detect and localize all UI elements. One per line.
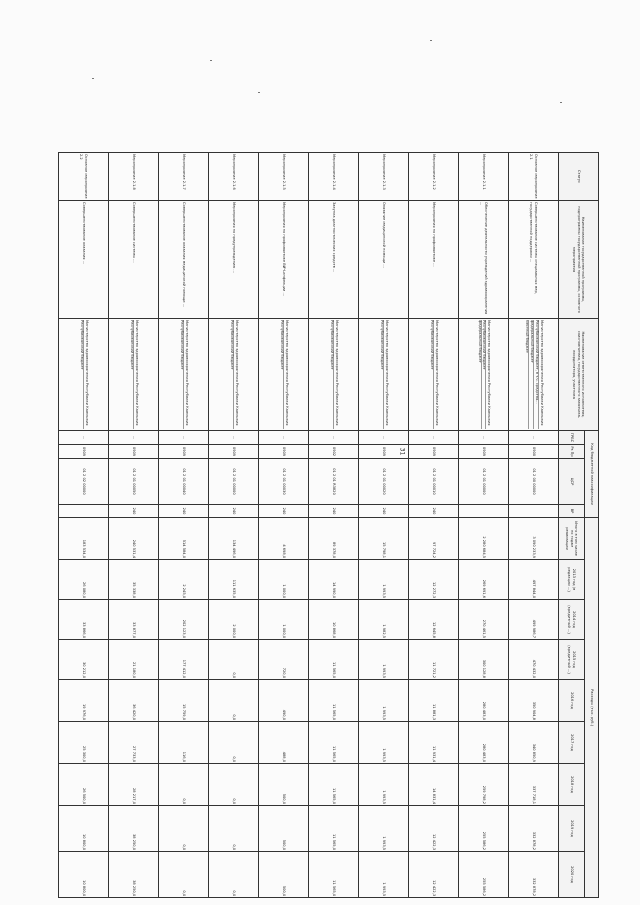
row-csr: 01 2 00 00000: [509, 459, 559, 505]
responsible-line: Министерство здравоохранения Республики Калмыкия: [333, 320, 338, 429]
row-name: Закупка диагностических средств ...: [309, 201, 359, 319]
scan-speck: [430, 40, 432, 41]
row-value: 10 800,0: [59, 852, 109, 898]
responsible-line: Республиканский бюджет: [330, 320, 334, 370]
header-year: 2014 год (кредитный ...): [559, 600, 585, 640]
row-vr: 240: [209, 505, 259, 518]
row-value: 470 432,0: [509, 640, 559, 680]
row-value: 497 844,0: [509, 560, 559, 600]
responsible-line: Министерство здравоохранения Республики Калмыкия: [183, 320, 188, 429]
row-rzpr: 0909: [159, 445, 209, 459]
table-row: [209, 153, 259, 898]
row-value: 1 993,5: [359, 764, 409, 806]
row-value: 300 128,8: [459, 640, 509, 680]
header-csr: ЦСР: [559, 459, 585, 505]
row-vr: 240: [409, 505, 459, 518]
header-grbs: ГРБС: [559, 431, 585, 445]
row-value: 12 422,3: [409, 852, 459, 898]
row-vr: 240: [109, 505, 159, 518]
row-value: 10 868,0: [309, 600, 359, 640]
row-vr: 240: [359, 505, 409, 518]
row-rzpr: 0909: [359, 445, 409, 459]
responsible-line: Министерство здравоохранения Республики Калмыкия: [133, 320, 138, 429]
row-value: 116,0: [159, 722, 209, 764]
responsible-line: Республиканский бюджет, в т.ч. средства...: [533, 320, 538, 429]
row-value: 14 990,0: [309, 560, 359, 600]
row-rzpr: 0909: [409, 445, 459, 459]
row-value: 10 800,0: [59, 806, 109, 852]
row-responsible: [459, 319, 509, 431]
row-responsible: [409, 319, 459, 431]
responsible-line: Министерство здравоохранения Республики Калмыкия: [83, 320, 88, 429]
row-name: Совершенствование системы специальных мер, государственной поддержки ...: [509, 201, 559, 319]
row-responsible: [59, 319, 109, 431]
responsible-line: Республиканский бюджет: [481, 320, 486, 429]
header-year: 2017 год: [559, 722, 585, 764]
row-value: 111 635,0: [209, 560, 259, 600]
budget-table: [58, 152, 599, 898]
row-value: 11 565,0: [309, 722, 359, 764]
row-value: 12 272,3: [409, 560, 459, 600]
row-value: 332 878,2: [509, 806, 559, 852]
row-csr: 01 2 01 00020: [359, 459, 409, 505]
row-name: Мероприятия по профилактике ВИЧ-инфекции ...: [259, 201, 309, 319]
row-value: 183 534,0: [59, 518, 109, 560]
row-value: 89 378,0: [309, 518, 359, 560]
row-responsible: [359, 319, 409, 431]
row-name: Мероприятия по предупреждению ...: [209, 201, 259, 319]
row-value: 38 250,0: [109, 852, 159, 898]
responsible-line: Министерство здравоохранения Республики Калмыкия: [433, 320, 438, 429]
row-value: 11 565,0: [309, 680, 359, 722]
responsible-line: Республиканский бюджет: [380, 320, 384, 370]
row-csr: 01 2 02 00000: [59, 459, 109, 505]
row-name: Совершенствование оказания медицинской помощи ...: [159, 201, 209, 319]
header-rzpr: Рз Пр: [559, 445, 585, 459]
row-value: 720,0: [259, 640, 309, 680]
row-value: 490,0: [259, 680, 309, 722]
row-value: 25 300,0: [59, 722, 109, 764]
row-name: Мероприятия по профилактике ...: [409, 201, 459, 319]
row-value: 1 993,5: [359, 640, 409, 680]
row-status: Основное мероприятие 2.1: [509, 153, 559, 201]
rotated-table-wrapper: [59, 152, 599, 897]
header-year: Итого в том числе по годам реализации: [559, 518, 585, 560]
row-csr: 01 2 01 00010: [409, 459, 459, 505]
responsible-line: Министерство здравоохранения Республики Калмыкия: [383, 320, 388, 429]
row-responsible: [509, 319, 559, 431]
responsible-line: Республиканский бюджет: [430, 320, 434, 370]
responsible-line: Республиканский бюджет: [180, 320, 184, 370]
row-value: 488,0: [259, 722, 309, 764]
row-value: 11 931,4: [409, 722, 459, 764]
scan-speck: [92, 78, 94, 79]
row-value: 14 831,4: [409, 764, 459, 806]
row-grbs: ...: [359, 431, 409, 445]
row-value: 1 993,5: [359, 560, 409, 600]
responsible-line: федеральный бюджет: [528, 320, 533, 429]
row-value: 12 422,3: [409, 806, 459, 852]
row-vr: [459, 505, 509, 518]
row-grbs: ...: [459, 431, 509, 445]
responsible-line: Республиканский бюджет: [230, 320, 234, 370]
row-value: 1 982,5: [359, 600, 409, 640]
row-value: 1 993,5: [359, 806, 409, 852]
header-name: Наименование государственной программы, подпрограммы государственной программы, основного мероприятия: [559, 201, 599, 319]
row-status: Мероприятие 2.1.8: [109, 153, 159, 201]
row-value: 514 584,0: [159, 518, 209, 560]
responsible-line: Министерство здравоохранения Республики Калмыкия: [538, 320, 543, 429]
row-responsible: [259, 319, 309, 431]
row-value: 12 645,8: [409, 600, 459, 640]
row-value: 2 245,0: [159, 560, 209, 600]
row-name: Совершенствование оказания ...: [59, 201, 109, 319]
table-row: [409, 153, 459, 898]
row-vr: [509, 505, 559, 518]
row-value: 0,0: [209, 764, 259, 806]
row-rzpr: 0909: [259, 445, 309, 459]
row-responsible: [109, 319, 159, 431]
row-value: 1 993,5: [359, 722, 409, 764]
responsible-line: Республиканский бюджет: [80, 320, 84, 370]
responsible-line: Республиканский бюджет: [130, 320, 134, 370]
row-grbs: ...: [509, 431, 559, 445]
row-grbs: ...: [159, 431, 209, 445]
row-value: 38 250,0: [109, 806, 159, 852]
responsible-line: федеральный бюджет: [477, 320, 482, 363]
row-grbs: ...: [409, 431, 459, 445]
row-name: Обеспечение деятельности учреждений здравоохранения ...: [459, 201, 509, 319]
row-rzpr: 0909: [109, 445, 159, 459]
row-value: 33 877,0: [109, 600, 159, 640]
row-value: 27 733,0: [109, 722, 159, 764]
responsible-line: Министерство здравоохранения Республики Калмыкия: [233, 320, 238, 429]
header-year: 2016 год: [559, 680, 585, 722]
row-value: 500,0: [259, 764, 309, 806]
row-csr: 01 2 01 00040: [159, 459, 209, 505]
row-value: 11 565,0: [309, 640, 359, 680]
row-grbs: ...: [259, 431, 309, 445]
row-value: 499 986,7: [509, 600, 559, 640]
row-value: 19 976,0: [59, 680, 109, 722]
row-vr: 240: [259, 505, 309, 518]
row-value: 337 718,1: [509, 764, 559, 806]
table-row: [159, 153, 209, 898]
row-value: 269 691,6: [459, 560, 509, 600]
row-status: Мероприятие 2.1.5: [259, 153, 309, 201]
row-responsible: [159, 319, 209, 431]
row-value: 0,0: [209, 852, 259, 898]
row-status: Мероприятие 2.1.6: [209, 153, 259, 201]
page-number: 31: [398, 447, 406, 456]
table-row: [309, 153, 359, 898]
row-value: 340 850,9: [509, 722, 559, 764]
row-value: 15 759,0: [159, 680, 209, 722]
row-value: 350 904,8: [509, 680, 559, 722]
row-value: 0,0: [209, 722, 259, 764]
row-value: 134 496,0: [209, 518, 259, 560]
row-value: 33 866,0: [59, 600, 109, 640]
row-value: 35 338,0: [109, 560, 159, 600]
row-status: Мероприятие 2.1.4: [309, 153, 359, 201]
row-name: Оказание медицинской помощи ...: [359, 201, 409, 319]
row-csr: 01 2 01 00030: [259, 459, 309, 505]
table-row: [459, 153, 509, 898]
responsible-line: Министерство здравоохранения Республики Калмыкия: [485, 320, 490, 429]
row-value: 26 500,0: [59, 764, 109, 806]
header-expenses: Расходы (тыс. руб.): [585, 518, 599, 898]
row-name: Совершенствование системы ...: [109, 201, 159, 319]
scan-speck: [210, 60, 212, 61]
row-responsible: [209, 319, 259, 431]
row-value: 0,0: [209, 680, 259, 722]
row-value: 97 724,2: [409, 518, 459, 560]
row-value: 11 565,0: [309, 806, 359, 852]
header-year: 2015 год (кредитный ...): [559, 640, 585, 680]
row-value: 1 000,0: [259, 600, 309, 640]
row-value: 15 798,1: [359, 518, 409, 560]
row-value: 2 000,0: [209, 600, 259, 640]
row-value: 0,0: [159, 852, 209, 898]
header-year: 2019 год: [559, 806, 585, 852]
row-value: 240 531,4: [109, 518, 159, 560]
row-status: Основное мероприятие 2.2: [59, 153, 109, 201]
row-status: Мероприятие 2.1.7: [159, 153, 209, 201]
header-year: 2018 год: [559, 764, 585, 806]
row-value: 36 420,0: [109, 680, 159, 722]
header-budget-code: Код бюджетной классификации: [585, 431, 599, 518]
row-rzpr: 0909: [209, 445, 259, 459]
row-grbs: ...: [309, 431, 359, 445]
row-value: 0,0: [209, 640, 259, 680]
row-csr: 01 2 01 00000: [459, 459, 509, 505]
scan-speck: [560, 102, 562, 103]
header-year: 2020 год: [559, 852, 585, 898]
row-csr: 01 2 01 00050: [109, 459, 159, 505]
row-csr: 01 2 01 R3820: [309, 459, 359, 505]
scan-speck: [258, 92, 260, 93]
row-grbs: ...: [209, 431, 259, 445]
row-value: 259 798,2: [459, 764, 509, 806]
row-value: 255 586,2: [459, 806, 509, 852]
row-value: 11 565,0: [309, 764, 359, 806]
row-vr: 240: [159, 505, 209, 518]
responsible-line: местный бюджет: [525, 320, 530, 353]
row-value: 30 212,0: [59, 640, 109, 680]
row-value: 11 881,3: [409, 680, 459, 722]
row-value: 0,0: [159, 764, 209, 806]
table-row: [59, 153, 109, 898]
row-status: Мероприятие 2.1.3: [359, 153, 409, 201]
row-value: 11 565,0: [309, 852, 359, 898]
row-value: 177 412,0: [159, 640, 209, 680]
row-value: 1 993,5: [359, 680, 409, 722]
row-value: 332 878,2: [509, 852, 559, 898]
row-value: 26 080,0: [59, 560, 109, 600]
responsible-line: Министерство здравоохранения Республики Калмыкия: [283, 320, 288, 429]
row-grbs: ...: [59, 431, 109, 445]
row-vr: 240: [309, 505, 359, 518]
row-value: 0,0: [209, 806, 259, 852]
row-value: 1 993,5: [359, 852, 409, 898]
table-row: [509, 153, 559, 898]
table-body: [59, 153, 559, 898]
row-rzpr: 0909: [459, 445, 509, 459]
table-row: [109, 153, 159, 898]
row-vr: [59, 505, 109, 518]
row-value: 202 123,0: [159, 600, 209, 640]
row-value: 4 698,0: [259, 518, 309, 560]
row-value: 280 483,0: [459, 722, 509, 764]
row-grbs: ...: [109, 431, 159, 445]
row-value: 2 280 684,5: [459, 518, 509, 560]
row-status: Мероприятие 2.1.2: [409, 153, 459, 201]
row-csr: 01 2 01 00000: [209, 459, 259, 505]
row-rzpr: 0909: [59, 445, 109, 459]
row-status: Мероприятие 2.1.1: [459, 153, 509, 201]
row-responsible: [309, 319, 359, 431]
row-value: 11 721,2: [409, 640, 459, 680]
table-row: [259, 153, 309, 898]
row-value: 3 090 233,9: [509, 518, 559, 560]
header-status: Статус: [559, 153, 599, 201]
row-value: 270 461,5: [459, 600, 509, 640]
row-value: 500,0: [259, 806, 309, 852]
header-vr: ВР: [559, 505, 585, 518]
row-value: 1 000,0: [259, 560, 309, 600]
row-rzpr: 0902: [309, 445, 359, 459]
row-value: 255 586,2: [459, 852, 509, 898]
row-rzpr: 0900: [509, 445, 559, 459]
row-value: 28 217,0: [109, 764, 159, 806]
header-year: 2013 год (в редакции ...): [559, 560, 585, 600]
row-value: 0,0: [159, 806, 209, 852]
row-value: 21 180,0: [109, 640, 159, 680]
header-responsible: Наименование ответственного исполнителя, соисполнителя, государственного заказчика-координатора, участника: [559, 319, 599, 431]
responsible-line: Республиканский бюджет: [280, 320, 284, 370]
row-value: 500,0: [259, 852, 309, 898]
row-value: 280 483,0: [459, 680, 509, 722]
table-row: [359, 153, 409, 898]
